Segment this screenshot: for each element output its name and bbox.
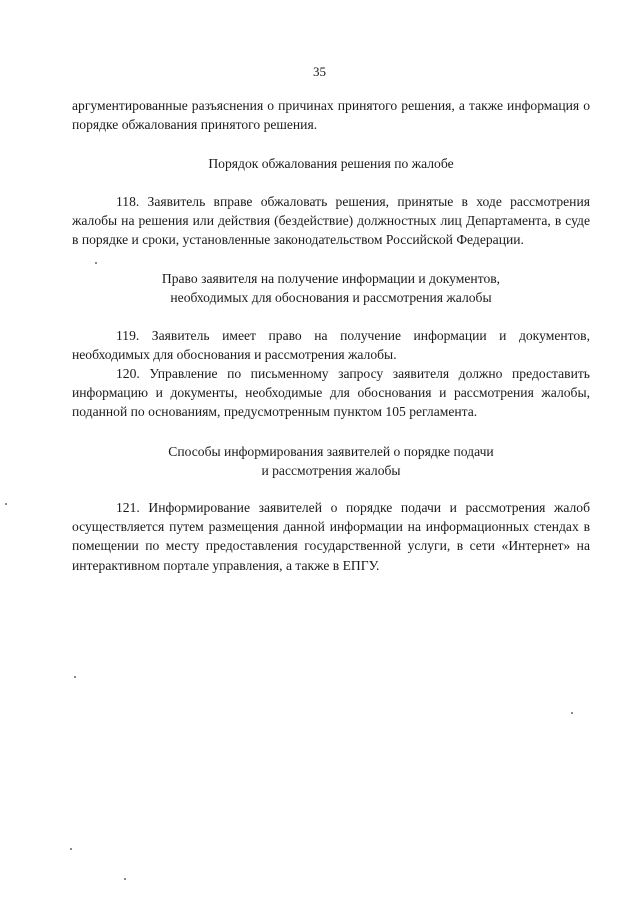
scan-speck (74, 676, 76, 678)
scan-speck (70, 848, 72, 850)
heading-line: и рассмотрения жалобы (261, 462, 401, 478)
scan-speck (124, 878, 126, 880)
paragraph-118: 118. Заявитель вправе обжаловать решения, принятые в ходе рассмотрения жалобы на решения или действия (бездействие) должностных лиц Департамента, в суде в порядке и сроки, установленные законодательством Российской Федерации. (72, 193, 590, 248)
paragraph-121: 121. Информирование заявителей о порядке подачи и рассмотрения жалоб осуществляется путем размещения данной информации на информационных стендах в помещении по месту предоставления государственной услуги, в сети «Интернет» на интерактивном портале управления, а также в ЕПГУ. (72, 500, 590, 573)
heading-line: Способы информирования заявителей о порядке подачи (168, 443, 494, 459)
page-number: 35 (313, 64, 326, 79)
section-heading-informing-methods (72, 442, 590, 480)
heading-line: Право заявителя на получение информации и документов, (161, 271, 501, 287)
scan-speck (5, 503, 7, 505)
section-heading-right-to-information (72, 269, 590, 307)
document-body (72, 96, 590, 575)
intro-paragraph: аргументированные разъяснения о причинах принятого решения, а также информация о порядке обжалования принятого решения. (72, 98, 590, 133)
heading-line: необходимых для обоснования и рассмотрения жалобы (170, 290, 492, 306)
heading-line: Порядок обжалования решения по жалобе (208, 156, 454, 172)
paragraph-119: 119. Заявитель имеет право на получение информации и документов, необходимых для обоснования и рассмотрения жалобы. (72, 327, 590, 362)
section-heading-appeal-order (72, 154, 590, 173)
scan-speck (95, 262, 97, 264)
scan-speck (571, 712, 573, 714)
paragraph-120: 120. Управление по письменному запросу заявителя должно предоставить информацию и документы, необходимые для обоснования и рассмотрения жалобы, поданной по основаниям, предусмотренным пунктом 105 регламента. (72, 366, 590, 420)
